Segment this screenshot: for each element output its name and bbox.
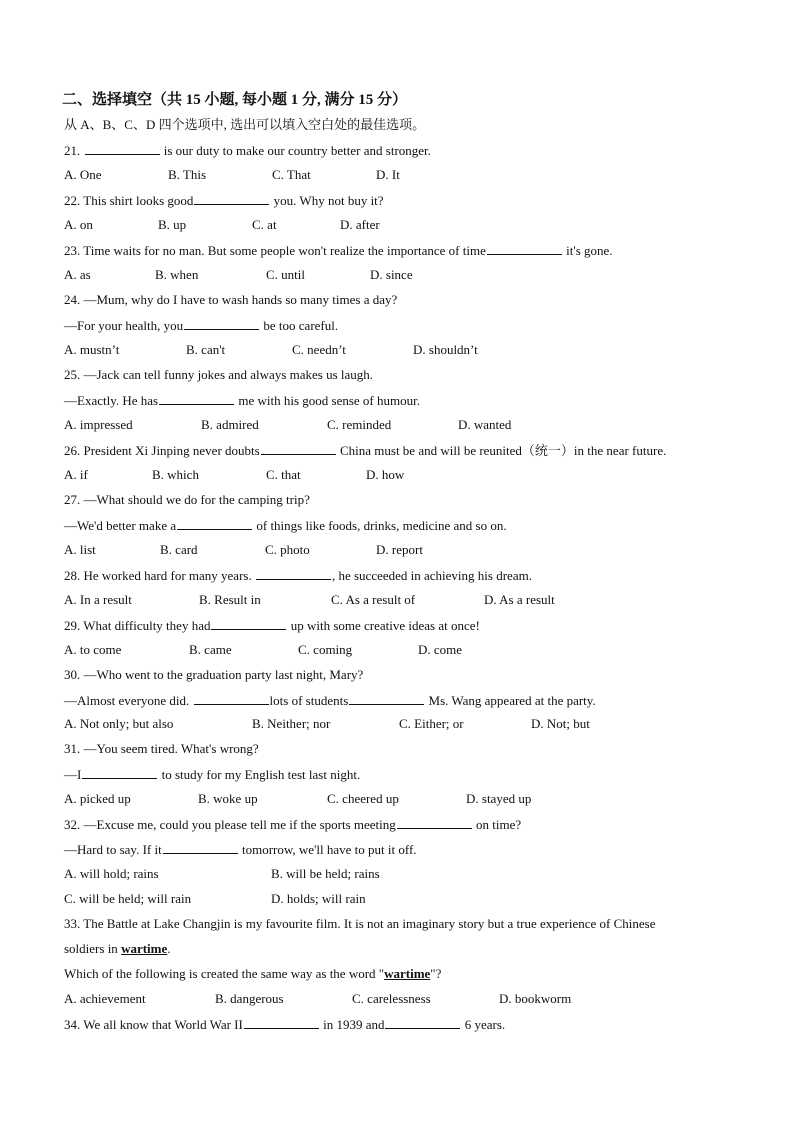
question-25-prompt: 25. —Jack can tell funny jokes and always makes us laugh.: [64, 367, 374, 382]
question-27: [64, 517, 507, 534]
answer-blank[interactable]: [397, 816, 472, 829]
option-d[interactable]: D. since: [370, 267, 413, 282]
answer-blank[interactable]: [177, 517, 252, 530]
option-a[interactable]: A. One: [64, 167, 102, 182]
answer-blank[interactable]: [82, 766, 157, 779]
option-b[interactable]: B. This: [168, 167, 207, 182]
question-text: in 1939 and: [323, 1017, 385, 1032]
answer-blank[interactable]: [261, 442, 336, 455]
option-c[interactable]: C. coming: [298, 642, 353, 657]
option-d[interactable]: D. shouldn’t: [413, 342, 478, 357]
question-text: lots of students: [269, 693, 349, 708]
question-text: , he succeeded in achieving his dream.: [331, 568, 532, 583]
option-d[interactable]: D. It: [376, 167, 400, 182]
question-23: [64, 242, 613, 259]
question-text: Which of the following is created the same way as the word ": [64, 966, 385, 981]
option-d[interactable]: D. bookworm: [499, 991, 572, 1006]
question-text: "?: [430, 966, 442, 981]
question-text: —Hard to say. If it: [64, 842, 162, 857]
option-d[interactable]: D. Not; but: [531, 716, 590, 731]
question-24-prompt: 24. —Mum, why do I have to wash hands so many times a day?: [64, 292, 398, 307]
question-32-prompt: [64, 816, 521, 833]
question-text: 23. Time waits for no man. But some people won't realize the importance of time: [64, 243, 486, 258]
question-text: on time?: [476, 817, 522, 832]
option-a[interactable]: A. Not only; but also: [64, 716, 174, 731]
question-text: China must be and will be reunited（统一）in the near future.: [339, 443, 667, 458]
answer-blank[interactable]: [385, 1016, 460, 1029]
answer-blank[interactable]: [244, 1016, 319, 1029]
option-d[interactable]: D. wanted: [458, 417, 512, 432]
question-30: [64, 692, 596, 709]
option-c[interactable]: C. carelessness: [352, 991, 431, 1006]
option-b[interactable]: B. can't: [186, 342, 226, 357]
option-d[interactable]: D. stayed up: [466, 791, 532, 806]
question-text: 32. —Excuse me, could you please tell me if the sports meeting: [64, 817, 396, 832]
question-24: [64, 317, 338, 334]
question-text: —For your health, you: [64, 318, 184, 333]
option-a[interactable]: A. on: [64, 217, 93, 232]
option-b[interactable]: B. when: [155, 267, 199, 282]
question-27-prompt: 27. —What should we do for the camping trip?: [64, 492, 310, 507]
option-d[interactable]: D. after: [340, 217, 380, 232]
question-text: —Exactly. He has: [64, 393, 159, 408]
option-c[interactable]: C. reminded: [327, 417, 392, 432]
option-a[interactable]: A. impressed: [64, 417, 133, 432]
question-31-prompt: 31. —You seem tired. What's wrong?: [64, 741, 259, 756]
answer-blank[interactable]: [159, 392, 234, 405]
question-text: you. Why not buy it?: [273, 193, 384, 208]
option-c[interactable]: C. As a result of: [331, 592, 416, 607]
option-a[interactable]: A. to come: [64, 642, 122, 657]
option-c[interactable]: C. photo: [265, 542, 310, 557]
option-c[interactable]: C. That: [272, 167, 311, 182]
question-text: 26. President Xi Jinping never doubts: [64, 443, 260, 458]
option-b[interactable]: B. dangerous: [215, 991, 284, 1006]
option-a[interactable]: A. mustn’t: [64, 342, 120, 357]
option-a[interactable]: A. as: [64, 267, 91, 282]
question-text: 29. What difficulty they had: [64, 618, 211, 633]
answer-blank[interactable]: [184, 317, 259, 330]
question-22: [64, 192, 384, 209]
option-c[interactable]: C. cheered up: [327, 791, 399, 806]
question-25: [64, 392, 420, 409]
option-b[interactable]: B. card: [160, 542, 198, 557]
option-b[interactable]: B. up: [158, 217, 187, 232]
answer-blank[interactable]: [211, 617, 286, 630]
question-text: 6 years.: [464, 1017, 506, 1032]
question-text: me with his good sense of humour.: [238, 393, 420, 408]
option-d[interactable]: D. come: [418, 642, 463, 657]
question-text: Ms. Wang appeared at the party.: [428, 693, 596, 708]
question-33: [64, 966, 441, 982]
question-26: [64, 442, 666, 459]
question-text: to study for my English test last night.: [161, 767, 361, 782]
option-b[interactable]: B. came: [189, 642, 232, 657]
question-33-passage-cont: [64, 941, 171, 957]
answer-blank[interactable]: [349, 692, 424, 705]
option-d[interactable]: D. As a result: [484, 592, 555, 607]
option-a[interactable]: A. picked up: [64, 791, 131, 806]
question-text: it's gone.: [566, 243, 613, 258]
option-a[interactable]: A. if: [64, 467, 88, 482]
option-b[interactable]: B. woke up: [198, 791, 258, 806]
option-d[interactable]: D. holds; will rain: [271, 891, 366, 906]
question-text: of things like foods, drinks, medicine and so on.: [256, 518, 507, 533]
answer-blank[interactable]: [194, 692, 269, 705]
question-28: [64, 567, 532, 584]
question-text: .: [167, 941, 171, 956]
question-number: 21.: [64, 143, 81, 158]
option-c[interactable]: C. will be held; will rain: [64, 891, 192, 906]
option-c[interactable]: C. until: [266, 267, 306, 282]
option-d[interactable]: D. report: [376, 542, 423, 557]
question-text: 22. This shirt looks good: [64, 193, 194, 208]
question-30-prompt: 30. —Who went to the graduation party last night, Mary?: [64, 667, 364, 682]
question-text: be too careful.: [263, 318, 339, 333]
question-text: —I: [64, 767, 82, 782]
answer-blank[interactable]: [256, 567, 331, 580]
option-c[interactable]: C. at: [252, 217, 277, 232]
question-29: [64, 617, 480, 634]
question-text: —Almost everyone did.: [64, 693, 190, 708]
question-34: [64, 1016, 505, 1033]
option-b[interactable]: B. will be held; rains: [271, 866, 380, 881]
option-a[interactable]: A. list: [64, 542, 96, 557]
answer-blank[interactable]: [85, 142, 160, 155]
option-c[interactable]: C. Either; or: [399, 716, 464, 731]
question-32: [64, 841, 417, 858]
answer-blank[interactable]: [487, 242, 562, 255]
option-a[interactable]: A. In a result: [64, 592, 132, 607]
highlighted-word: wartime: [384, 966, 431, 981]
question-text: 34. We all know that World War II: [64, 1017, 243, 1032]
question-text: up with some creative ideas at once!: [290, 618, 480, 633]
option-a[interactable]: A. will hold; rains: [64, 866, 159, 881]
question-text: is our duty to make our country better and stronger.: [163, 143, 431, 158]
option-b[interactable]: B. Neither; nor: [252, 716, 331, 731]
question-text: tomorrow, we'll have to put it off.: [241, 842, 417, 857]
question-21: [64, 142, 431, 159]
option-b[interactable]: B. Result in: [199, 592, 261, 607]
question-text: —We'd better make a: [64, 518, 177, 533]
section-instruction: 从 A、B、C、D 四个选项中, 选出可以填入空白处的最佳选项。: [64, 117, 426, 132]
option-a[interactable]: A. achievement: [64, 991, 146, 1006]
section-title: 二、选择填空（共 15 小题, 每小题 1 分, 满分 15 分）: [62, 92, 408, 108]
option-b[interactable]: B. which: [152, 467, 199, 482]
answer-blank[interactable]: [163, 841, 238, 854]
question-33-passage: 33. The Battle at Lake Changjin is my favourite film. It is not an imaginary story but a true experience of Chinese: [64, 916, 656, 931]
question-text: 28. He worked hard for many years.: [64, 568, 252, 583]
option-d[interactable]: D. how: [366, 467, 405, 482]
question-31: [64, 766, 360, 783]
answer-blank[interactable]: [194, 192, 269, 205]
question-text: soldiers in: [64, 941, 122, 956]
option-c[interactable]: C. needn’t: [292, 342, 346, 357]
option-b[interactable]: B. admired: [201, 417, 259, 432]
option-c[interactable]: C. that: [266, 467, 301, 482]
highlighted-word: wartime: [121, 941, 168, 956]
